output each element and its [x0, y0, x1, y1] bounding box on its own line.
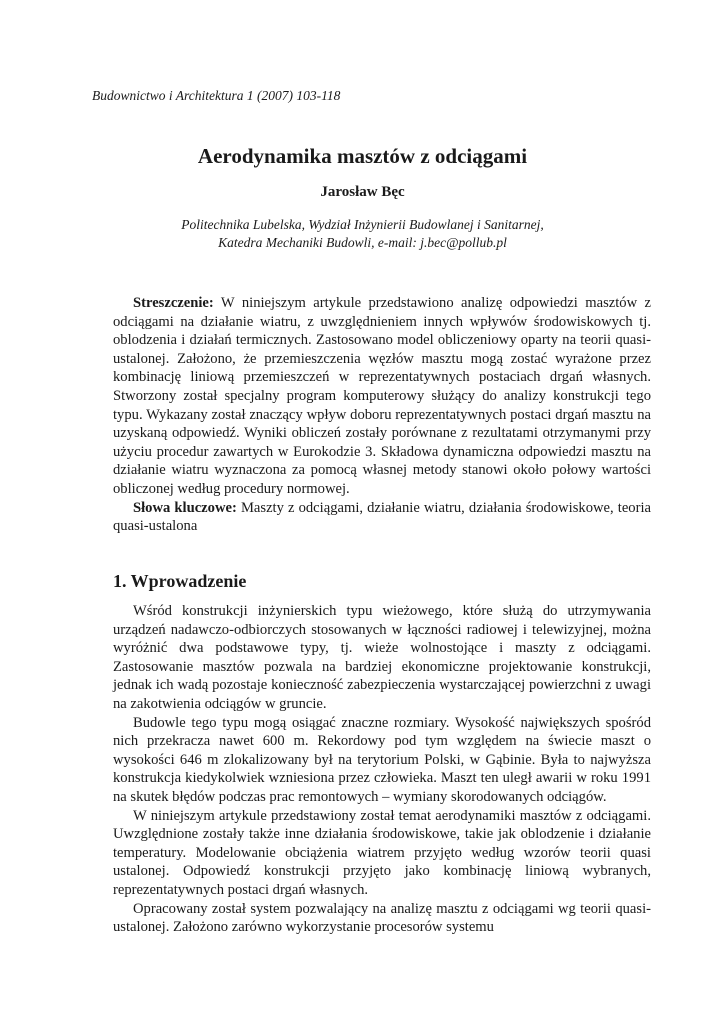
body-paragraph: W niniejszym artykule przedstawiony został temat aerodynamiki masztów z odciągami. Uwzględnione zostały także inne działania środowiskowe, takie jak oblodzenie i działanie temperatury. Modelowanie obciążenia wiatrem przyjęto według wzorów teorii quasi ustalonej. Odpowiedź konstrukcji przyjęto jako kombinację liniową wybranych, reprezentatywnych postaci drgań własnych. — [113, 807, 651, 898]
affiliation — [0, 216, 725, 252]
body-paragraph: Opracowany został system pozwalający na analizę masztu z odciągami wg teorii quasi-ustalonej. Założono zarówno wykorzystanie procesorów systemu — [113, 900, 651, 936]
keywords-paragraph — [113, 499, 651, 536]
keywords-label: Słowa kluczowe: — [133, 499, 237, 516]
affiliation-line-1: Politechnika Lubelska, Wydział Inżynierii Budowlanej i Sanitarnej, — [181, 217, 544, 232]
affiliation-line-2: Katedra Mechaniki Budowli, e-mail: j.bec@pollub.pl — [218, 235, 507, 250]
abstract-text: W niniejszym artykule przedstawiono analizę odpowiedzi masztów z odciągami na działanie wiatru, z uwzględnieniem innych wpływów środowiskowych tj. oblodzenia i działań termicznych. Zastosowano model obliczeniowy oparty na teorii quasi-ustalonej. Założono, że przemieszczenia węzłów masztu mogą zostać wyrażone przez kombinację liniową przemieszczeń w reprezentatywnych postaciach drgań własnych. Stworzony został specjalny program komputerowy służący do analizy konstrukcji tego typu. Wykazany został znaczący wpływ doboru reprezentatywnych postaci drgań masztu na uzyskaną odpowiedź. Wyniki obliczeń zostały porównane z rezultatami otrzymanymi przy użyciu procedur zawartych w Eurokodzie 3. Składowa dynamiczna odpowiedzi masztu na działanie wiatru wyznaczona za pomocą własnej metody stanowi około połowy wartości obliczonej według procedury normowej. — [113, 295, 652, 497]
abstract-label: Streszczenie: — [133, 295, 214, 311]
section-heading: 1. Wprowadzenie — [113, 571, 247, 591]
abstract-block — [113, 294, 651, 536]
abstract-paragraph — [113, 294, 651, 499]
keywords-text: Maszty z odciągami, działanie wiatru, działania środowiskowe, teoria quasi-ustalona — [113, 499, 651, 535]
paper-title: Aerodynamika masztów z odciągami — [197, 144, 528, 168]
journal-header: Budownictwo i Architektura 1 (2007) 103-118 — [92, 88, 341, 103]
section-body — [113, 602, 651, 937]
body-paragraph: Budowle tego typu mogą osiągać znaczne rozmiary. Wysokość największych spośród nich przekracza nawet 600 m. Rekordowy pod tym względem na świecie maszt o wysokości 646 m zlokalizowany był na terytorium Polski, w Gąbinie. Była to najwyższa konstrukcja kiedykolwiek wzniesiona przez człowieka. Maszt ten uległ awarii w roku 1991 na skutek błędów podczas prac remontowych – wymiany skorodowanych odciągów. — [113, 714, 651, 805]
author-name: Jarosław Bęc — [320, 184, 405, 200]
body-paragraph: Wśród konstrukcji inżynierskich typu wieżowego, które służą do utrzymywania urządzeń nadawczo-odbiorczych stosowanych w łączności radiowej i telewizyjnej, można wyróżnić dwa podstawowe typy, tj. wieże wolnostojące i maszty z odciągami. Zastosowanie masztów pozwala na bardziej ekonomiczne projektowanie konstrukcji, jednak ich wadą pozostaje konieczność zabezpieczenia wystarczającej powierzchni z uwagi na zakotwienia odciągów w gruncie. — [113, 603, 651, 712]
